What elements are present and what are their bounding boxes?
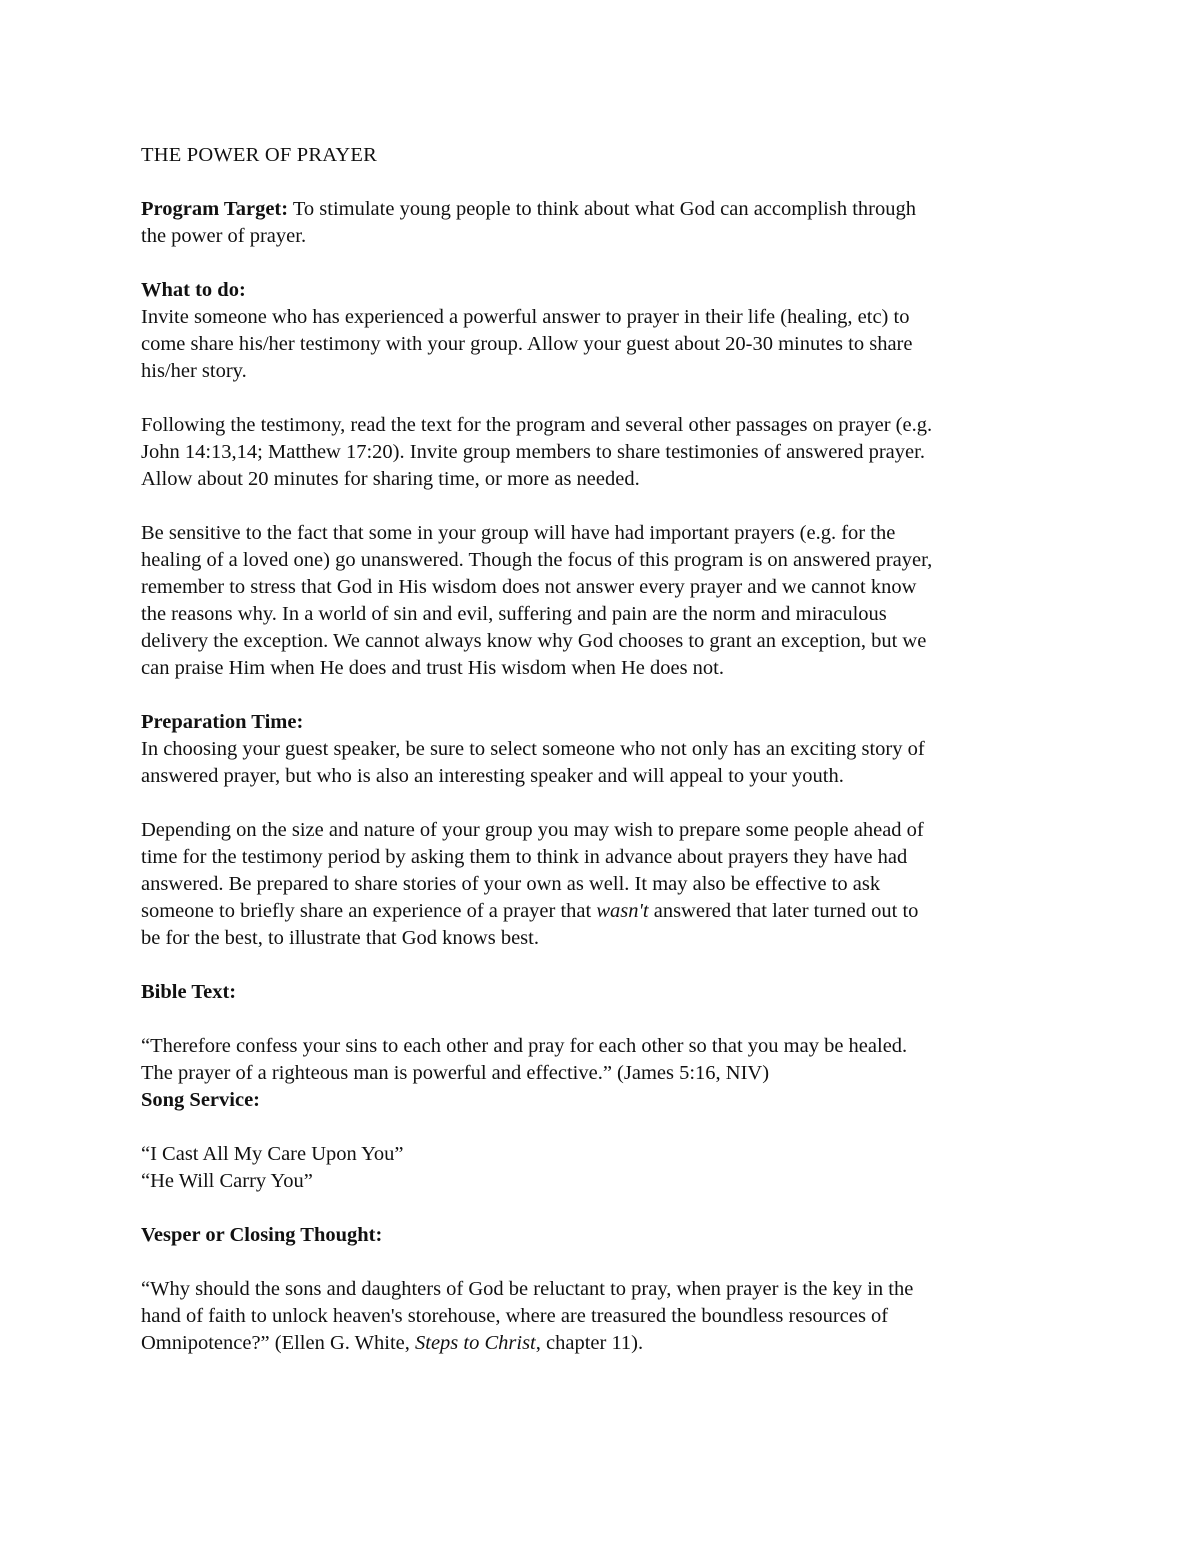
bible-quote-line: The prayer of a righteous man is powerful and effective.” (James 5:16, NIV) bbox=[141, 1062, 770, 1084]
emphasis-text: wasn't bbox=[596, 900, 649, 922]
paragraph-line: John 14:13,14; Matthew 17:20). Invite group members to share testimonies of answered prayer. bbox=[141, 441, 925, 463]
paragraph-line: remember to stress that God in His wisdom does not answer every prayer and we cannot know bbox=[141, 576, 917, 598]
spacer bbox=[141, 1195, 1061, 1222]
document-title: THE POWER OF PRAYER bbox=[141, 144, 377, 166]
spacer bbox=[141, 682, 1061, 709]
what-to-do-heading-text: What to do: bbox=[141, 279, 246, 301]
bible-text-heading bbox=[141, 979, 1061, 1006]
vesper-quote-line: hand of faith to unlock heaven's storehouse, where are treasured the boundless resources of bbox=[141, 1305, 889, 1327]
preparation-heading-text: Preparation Time: bbox=[141, 711, 304, 733]
what-to-do-heading bbox=[141, 277, 1061, 304]
paragraph-line: Following the testimony, read the text for the program and several other passages on prayer (e.g. bbox=[141, 414, 933, 436]
preparation-heading bbox=[141, 709, 1061, 736]
paragraph-line: healing of a loved one) go unanswered. Though the focus of this program is on answered prayer, bbox=[141, 549, 933, 571]
paragraph-line: delivery the exception. We cannot always know why God chooses to grant an exception, but we bbox=[141, 630, 927, 652]
document-page bbox=[141, 142, 1061, 1357]
spacer bbox=[141, 1249, 1061, 1276]
paragraph-line: Depending on the size and nature of your group you may wish to prepare some people ahead of bbox=[141, 819, 924, 841]
paragraph-line: answered. Be prepared to share stories of your own as well. It may also be effective to ask bbox=[141, 873, 881, 895]
spacer bbox=[141, 385, 1061, 412]
spacer bbox=[141, 952, 1061, 979]
paragraph-line: his/her story. bbox=[141, 360, 247, 382]
text-run: , chapter 11). bbox=[535, 1332, 644, 1354]
paragraph-line: answered prayer, but who is also an interesting speaker and will appeal to your youth. bbox=[141, 765, 844, 787]
song-title: “I Cast All My Care Upon You” bbox=[141, 1143, 404, 1165]
program-target-line-1 bbox=[141, 196, 1061, 223]
bible-text-heading-text: Bible Text: bbox=[141, 981, 237, 1003]
paragraph-line: In choosing your guest speaker, be sure to select someone who not only has an exciting story of bbox=[141, 738, 925, 760]
song-service-heading-text: Song Service: bbox=[141, 1089, 260, 1111]
paragraph-line: the reasons why. In a world of sin and evil, suffering and pain are the norm and miraculous bbox=[141, 603, 887, 625]
text-run: answered that later turned out to bbox=[648, 900, 919, 922]
spacer bbox=[141, 1114, 1061, 1141]
spacer bbox=[141, 169, 1061, 196]
song-title: “He Will Carry You” bbox=[141, 1170, 313, 1192]
paragraph-line: be for the best, to illustrate that God knows best. bbox=[141, 927, 539, 949]
text-run: Omnipotence?” (Ellen G. White, bbox=[141, 1332, 415, 1354]
paragraph-line: can praise Him when He does and trust His wisdom when He does not. bbox=[141, 657, 724, 679]
vesper-quote-line bbox=[141, 1330, 1061, 1357]
paragraph-line: come share his/her testimony with your group. Allow your guest about 20-30 minutes to share bbox=[141, 333, 913, 355]
vesper-heading-text: Vesper or Closing Thought: bbox=[141, 1224, 383, 1246]
paragraph-line: Invite someone who has experienced a powerful answer to prayer in their life (healing, etc) to bbox=[141, 306, 910, 328]
spacer bbox=[141, 250, 1061, 277]
vesper-heading bbox=[141, 1222, 1061, 1249]
text-run: someone to briefly share an experience of a prayer that bbox=[141, 900, 597, 922]
spacer bbox=[141, 493, 1061, 520]
spacer bbox=[141, 1006, 1061, 1033]
program-target-text-1: To stimulate young people to think about what God can accomplish through bbox=[288, 198, 916, 220]
paragraph-line: Allow about 20 minutes for sharing time, or more as needed. bbox=[141, 468, 640, 490]
program-target-label: Program Target: bbox=[141, 198, 289, 220]
paragraph-line bbox=[141, 898, 1061, 925]
bible-quote-line: “Therefore confess your sins to each other and pray for each other so that you may be healed. bbox=[141, 1035, 908, 1057]
paragraph-line: Be sensitive to the fact that some in your group will have had important prayers (e.g. for the bbox=[141, 522, 896, 544]
book-title: Steps to Christ bbox=[415, 1332, 536, 1354]
program-target-line-2: the power of prayer. bbox=[141, 225, 307, 247]
paragraph-line: time for the testimony period by asking them to think in advance about prayers they have had bbox=[141, 846, 908, 868]
vesper-quote-line: “Why should the sons and daughters of God be reluctant to pray, when prayer is the key in the bbox=[141, 1278, 914, 1300]
spacer bbox=[141, 790, 1061, 817]
song-service-heading bbox=[141, 1087, 1061, 1114]
